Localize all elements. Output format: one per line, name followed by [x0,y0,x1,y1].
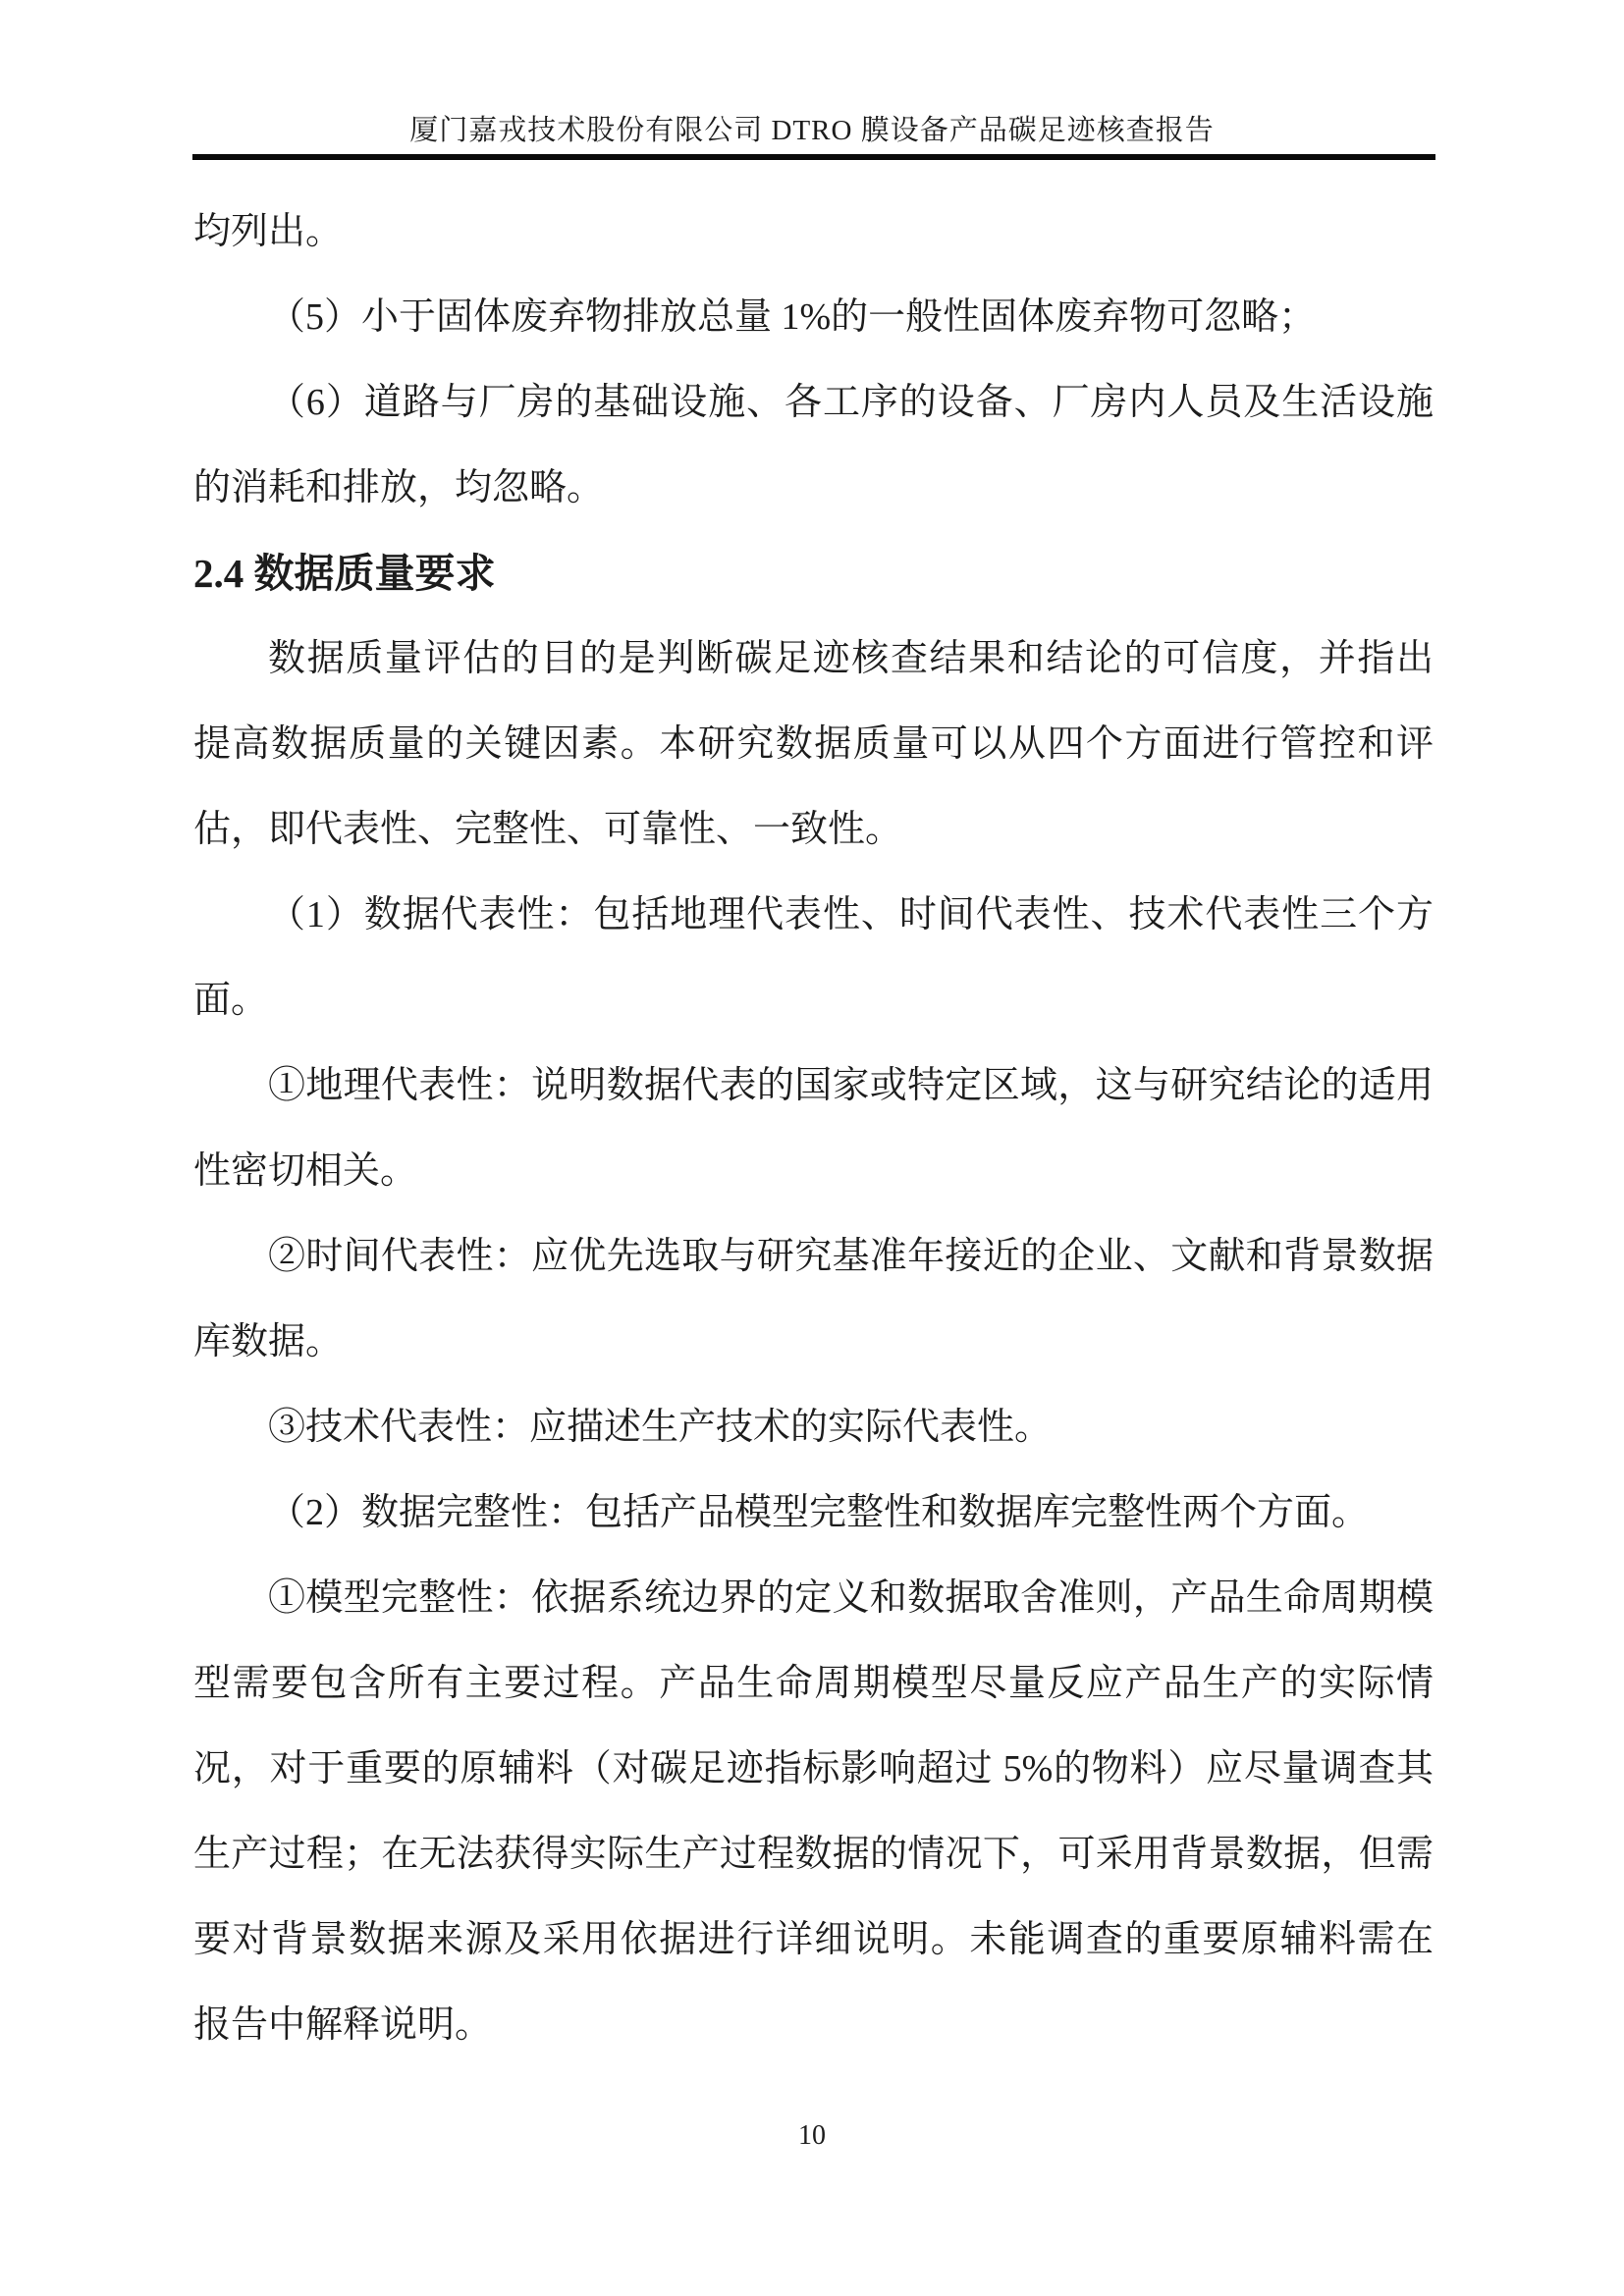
body-line-8: 估，即代表性、完整性、可靠性、一致性。 [193,809,903,850]
body-line-21: 要对背景数据来源及采用依据进行详细说明。未能调查的重要原辅料需在 [193,1919,1434,1960]
document-body [193,189,1434,2068]
body-line-9: （1）数据代表性：包括地理代表性、时间代表性、技术代表性三个方 [268,894,1434,935]
page-number: 10 [798,2120,826,2151]
body-line-7: 提高数据质量的关键因素。本研究数据质量可以从四个方面进行管控和评 [193,723,1434,765]
body-line-15: ③技术代表性：应描述生产技术的实际代表性。 [268,1407,1053,1448]
body-line-6: 数据质量评估的目的是判断碳足迹核查结果和结论的可信度，并指出 [268,638,1434,679]
page-header-title: 厦门嘉戎技术股份有限公司 DTRO 膜设备产品碳足迹核查报告 [409,115,1215,146]
body-line-14: 库数据。 [193,1321,344,1362]
section-heading-2-4: 2.4 数据质量要求 [193,551,496,596]
body-line-12: 性密切相关。 [193,1150,418,1192]
body-line-11: ①地理代表性：说明数据代表的国家或特定区域，这与研究结论的适用 [268,1065,1434,1106]
body-line-2: （5）小于固体废弃物排放总量 1%的一般性固体废弃物可忽略； [268,296,1317,338]
body-line-20: 生产过程；在无法获得实际生产过程数据的情况下，可采用背景数据，但需 [193,1834,1434,1875]
body-line-1: 均列出。 [193,211,344,252]
body-line-19: 况，对于重要的原辅料（对碳足迹指标影响超过 5%的物料）应尽量调查其 [193,1748,1434,1789]
body-line-18: 型需要包含所有主要过程。产品生命周期模型尽量反应产品生产的实际情 [193,1663,1434,1704]
body-line-10: 面。 [193,980,269,1021]
body-line-13: ②时间代表性：应优先选取与研究基准年接近的企业、文献和背景数据 [268,1236,1434,1277]
body-line-4: 的消耗和排放，均忽略。 [193,467,605,508]
body-line-16: （2）数据完整性：包括产品模型完整性和数据库完整性两个方面。 [268,1492,1370,1533]
body-line-3: （6）道路与厂房的基础设施、各工序的设备、厂房内人员及生活设施 [268,382,1434,423]
body-line-22: 报告中解释说明。 [193,2004,493,2046]
body-line-17: ①模型完整性：依据系统边界的定义和数据取舍准则，产品生命周期模 [268,1577,1434,1619]
header-rule [192,154,1435,160]
